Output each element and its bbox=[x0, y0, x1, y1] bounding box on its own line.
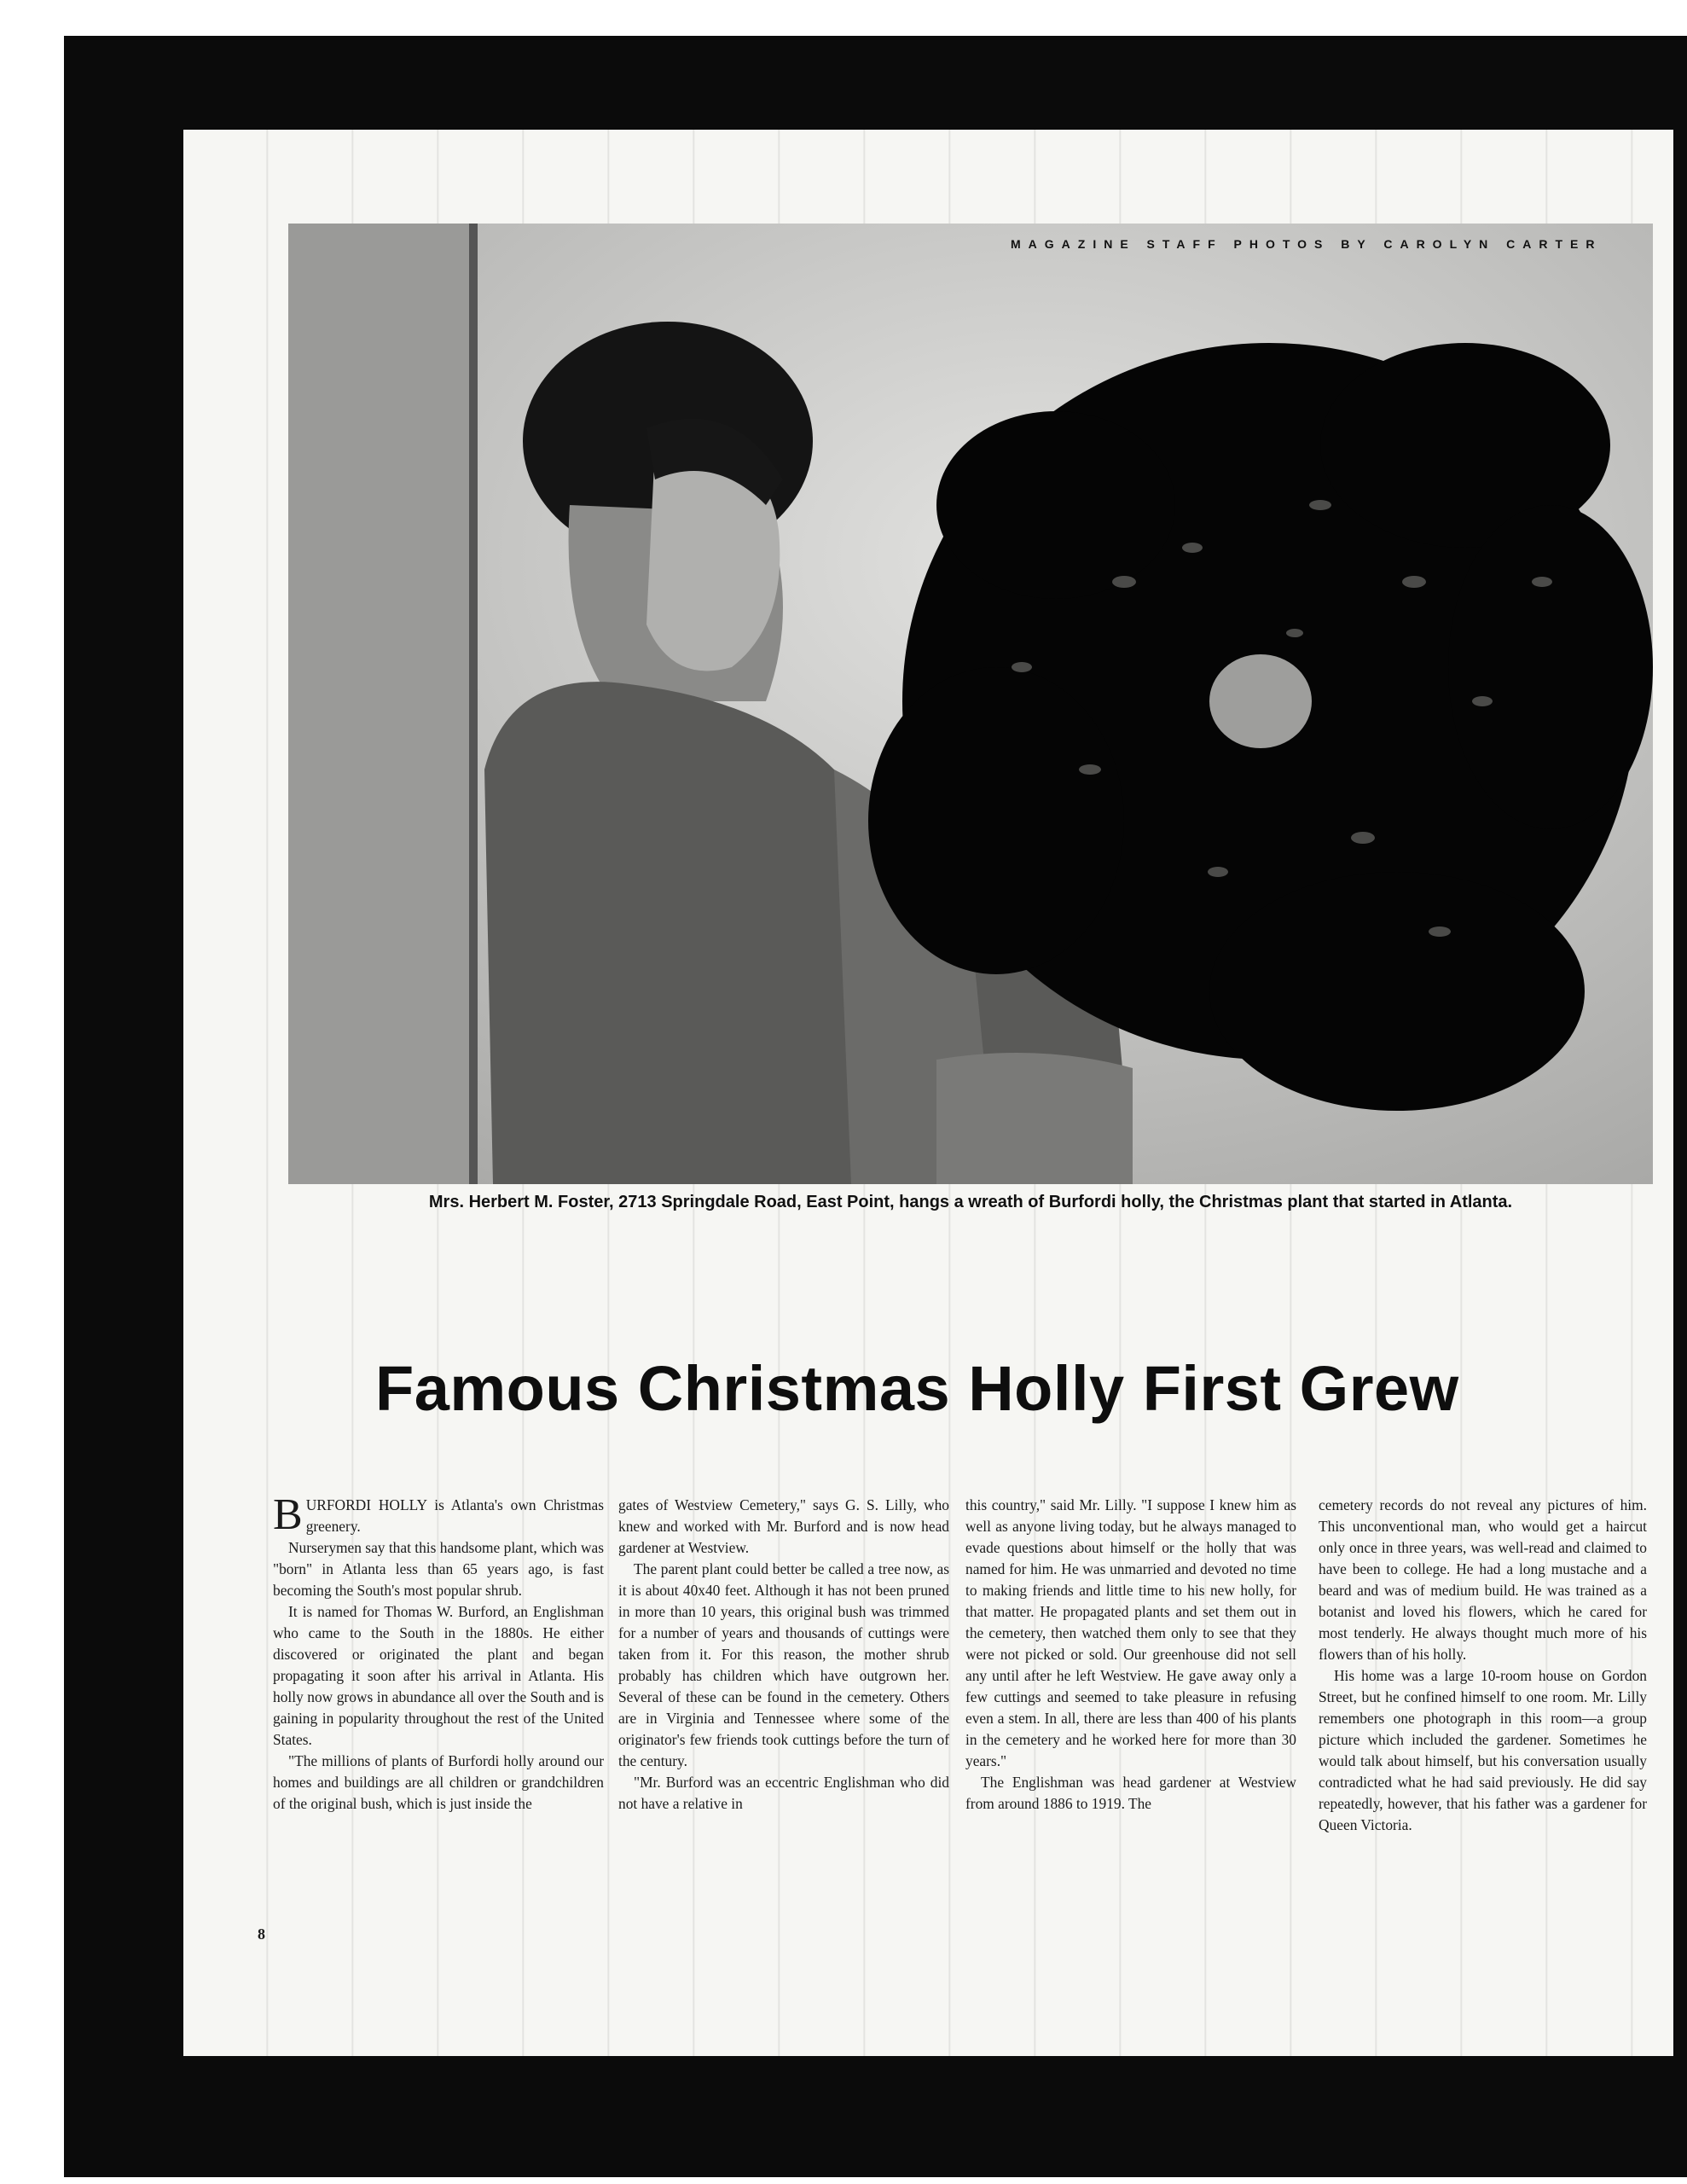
article-paragraph: His home was a large 10-room house on Gordon Street, but he confined himself to one room. Mr. Lilly remembers one photograph in this room—a group picture which included the gardener. Sometimes he would talk about himself, but his conversation usually contradicted what he had said previously. He did say repeatedly, however, that his father was a gardener for Queen Victoria. bbox=[1319, 1667, 1647, 1833]
article-paragraph: cemetery records do not reveal any pictures of him. This unconventional man, who would get a haircut only once in three years, was well-read and claimed to have been to college. He had a long mustache and a beard and was of medium build. He was trained as a botanist and loved his flowers, which he cared for most tenderly. He always thought much more of his flowers than of his holly. bbox=[1319, 1496, 1647, 1663]
article-column-2 bbox=[618, 1495, 949, 1815]
article-column-4 bbox=[1319, 1495, 1647, 1836]
scan-border-left bbox=[64, 36, 183, 2177]
article-paragraph: It is named for Thomas W. Burford, an Englishman who came to the South in the 1880s. He either discovered or originated the plant and began propagating it soon after his arrival in Atlanta. His holly now grows in abundance all over the South and is gaining in popularity throughout the rest of the United States. bbox=[273, 1603, 604, 1748]
article-headline: Famous Christmas Holly First Grew bbox=[375, 1353, 1459, 1424]
drop-cap: B bbox=[273, 1490, 303, 1539]
scan-border-top bbox=[64, 36, 1687, 130]
article-text: is Atlanta's own Christmas greenery. bbox=[305, 1496, 604, 1535]
lead-caps: URFORDI HOLLY bbox=[305, 1496, 427, 1513]
article-column-3 bbox=[965, 1495, 1296, 1815]
article-paragraph: Nurserymen say that this handsome plant, which was "born" in Atlanta less than 65 years ago, is fast becoming the South's most popular shrub. bbox=[273, 1539, 604, 1599]
wreath-photo-illustration bbox=[288, 224, 1653, 1184]
article-paragraph: "Mr. Burford was an eccentric Englishman who did not have a relative in bbox=[618, 1774, 949, 1812]
article-paragraph: The Englishman was head gardener at Westview from around 1886 to 1919. The bbox=[965, 1774, 1296, 1812]
article-column-1 bbox=[273, 1490, 604, 1815]
page-number: 8 bbox=[258, 1926, 265, 1943]
scan-border-right bbox=[1673, 36, 1687, 2177]
article-paragraph: "The millions of plants of Burfordi holly around our homes and buildings are all children or grandchildren of the original bush, which is just inside the bbox=[273, 1752, 604, 1812]
photo-credit: MAGAZINE STAFF PHOTOS BY CAROLYN CARTER bbox=[1011, 237, 1603, 251]
scan-border-bottom bbox=[64, 2056, 1687, 2177]
article-paragraph: this country," said Mr. Lilly. "I suppose I knew him as well as anyone living today, but he always managed to evade questions about himself or the holly that was named for him. He was unmarried and devoted no time to making friends and little time to his new holly, for that matter. He propagated plants and set them out in the cemetery, then watched them only to see that they were not picked or sold. Our greenhouse did not sell any until after he left Westview. He gave away only a few cuttings and seemed to take pleasure in refusing even a stem. In all, there are less than 400 of his plants in the cemetery and he worked here for more than 30 years." bbox=[965, 1496, 1296, 1769]
article-paragraph: The parent plant could better be called a tree now, as it is about 40x40 feet. Although it has not been pruned in more than 10 years, this original bush was trimmed for a number of years and thousands of cuttings were taken from it. For this reason, the mother shrub probably has children which have outgrown her. Several of these can be found in the cemetery. Others are in Virginia and Tennessee where some of the originator's few friends took cuttings before the turn of the century. bbox=[618, 1560, 949, 1769]
photo-caption: Mrs. Herbert M. Foster, 2713 Springdale Road, East Point, hangs a wreath of Burfordi holly, the Christmas plant that started in Atlanta. bbox=[428, 1193, 1513, 1211]
article-paragraph: gates of Westview Cemetery," says G. S. Lilly, who knew and worked with Mr. Burford and is now head gardener at Westview. bbox=[618, 1496, 949, 1556]
wreath-photo bbox=[288, 224, 1653, 1184]
article-paragraph bbox=[273, 1490, 604, 1539]
